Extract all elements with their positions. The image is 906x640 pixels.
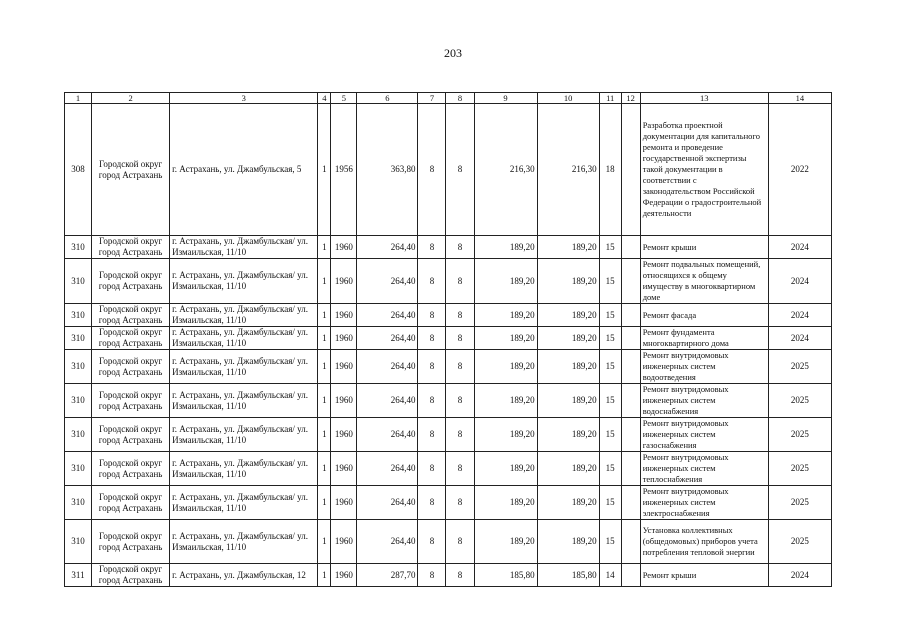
table-row — [65, 104, 832, 236]
column-4-cell: 1 — [318, 452, 331, 486]
column-12-cell — [621, 350, 640, 384]
column-header: 1 — [65, 93, 92, 104]
column-10-cell: 189,20 — [537, 304, 599, 327]
construction-year-cell: 1960 — [331, 418, 357, 452]
planned-year-cell: 2024 — [768, 327, 831, 350]
column-11-cell: 15 — [599, 350, 621, 384]
column-7-cell: 8 — [418, 486, 446, 520]
table-row — [65, 384, 832, 418]
column-4-cell: 1 — [318, 486, 331, 520]
column-11-cell: 15 — [599, 384, 621, 418]
column-header: 2 — [92, 93, 170, 104]
column-11-cell: 15 — [599, 236, 621, 259]
column-9-cell: 189,20 — [474, 452, 537, 486]
work-type-cell: Ремонт крыши — [640, 564, 768, 587]
address-cell: г. Астрахань, ул. Джамбульская/ ул. Измаильская, 11/10 — [170, 236, 318, 259]
planned-year-cell: 2022 — [768, 104, 831, 236]
column-9-cell: 189,20 — [474, 236, 537, 259]
construction-year-cell: 1956 — [331, 104, 357, 236]
column-4-cell: 1 — [318, 104, 331, 236]
planned-year-cell: 2024 — [768, 304, 831, 327]
column-10-cell: 185,80 — [537, 564, 599, 587]
work-type-cell: Ремонт крыши — [640, 236, 768, 259]
page-number: 203 — [444, 46, 462, 60]
table-row — [65, 304, 832, 327]
row-number-cell: 310 — [65, 520, 92, 564]
work-type-cell: Установка коллективных (общедомовых) приборов учета потребления тепловой энергии — [640, 520, 768, 564]
total-area-cell: 264,40 — [357, 384, 418, 418]
column-4-cell: 1 — [318, 304, 331, 327]
work-type-cell: Ремонт внутридомовых инженерных систем газоснабжения — [640, 418, 768, 452]
municipality-cell: Городской округ город Астрахань — [92, 236, 170, 259]
column-7-cell: 8 — [418, 350, 446, 384]
column-number-row — [65, 93, 832, 104]
municipality-cell: Городской округ город Астрахань — [92, 304, 170, 327]
column-8-cell: 8 — [446, 418, 474, 452]
planned-year-cell: 2025 — [768, 350, 831, 384]
column-9-cell: 189,20 — [474, 350, 537, 384]
column-12-cell — [621, 327, 640, 350]
total-area-cell: 264,40 — [357, 350, 418, 384]
table-row — [65, 486, 832, 520]
column-12-cell — [621, 520, 640, 564]
column-header: 6 — [357, 93, 418, 104]
column-header: 13 — [640, 93, 768, 104]
row-number-cell: 310 — [65, 486, 92, 520]
construction-year-cell: 1960 — [331, 327, 357, 350]
column-4-cell: 1 — [318, 418, 331, 452]
construction-year-cell: 1960 — [331, 384, 357, 418]
column-10-cell: 189,20 — [537, 452, 599, 486]
column-8-cell: 8 — [446, 304, 474, 327]
row-number-cell: 310 — [65, 236, 92, 259]
column-8-cell: 8 — [446, 486, 474, 520]
total-area-cell: 264,40 — [357, 452, 418, 486]
column-11-cell: 15 — [599, 327, 621, 350]
address-cell: г. Астрахань, ул. Джамбульская/ ул. Измаильская, 11/10 — [170, 327, 318, 350]
row-number-cell: 310 — [65, 452, 92, 486]
column-header: 5 — [331, 93, 357, 104]
column-header: 7 — [418, 93, 446, 104]
total-area-cell: 264,40 — [357, 486, 418, 520]
address-cell: г. Астрахань, ул. Джамбульская/ ул. Измаильская, 11/10 — [170, 418, 318, 452]
column-4-cell: 1 — [318, 259, 331, 304]
column-9-cell: 189,20 — [474, 520, 537, 564]
column-8-cell: 8 — [446, 452, 474, 486]
column-4-cell: 1 — [318, 327, 331, 350]
planned-year-cell: 2025 — [768, 520, 831, 564]
column-4-cell: 1 — [318, 384, 331, 418]
total-area-cell: 264,40 — [357, 259, 418, 304]
address-cell: г. Астрахань, ул. Джамбульская/ ул. Измаильская, 11/10 — [170, 304, 318, 327]
column-7-cell: 8 — [418, 520, 446, 564]
column-10-cell: 189,20 — [537, 486, 599, 520]
municipality-cell: Городской округ город Астрахань — [92, 520, 170, 564]
address-cell: г. Астрахань, ул. Джамбульская, 5 — [170, 104, 318, 236]
construction-year-cell: 1960 — [331, 350, 357, 384]
planned-year-cell: 2025 — [768, 384, 831, 418]
table-row — [65, 452, 832, 486]
construction-year-cell: 1960 — [331, 564, 357, 587]
column-8-cell: 8 — [446, 104, 474, 236]
column-12-cell — [621, 452, 640, 486]
municipality-cell: Городской округ город Астрахань — [92, 327, 170, 350]
column-7-cell: 8 — [418, 236, 446, 259]
work-type-cell: Ремонт внутридомовых инженерных систем электроснабжения — [640, 486, 768, 520]
total-area-cell: 264,40 — [357, 520, 418, 564]
planned-year-cell: 2025 — [768, 452, 831, 486]
column-7-cell: 8 — [418, 104, 446, 236]
work-type-cell: Ремонт внутридомовых инженерных систем водоснабжения — [640, 384, 768, 418]
column-9-cell: 189,20 — [474, 418, 537, 452]
column-header: 8 — [446, 93, 474, 104]
column-7-cell: 8 — [418, 452, 446, 486]
column-11-cell: 15 — [599, 452, 621, 486]
column-10-cell: 189,20 — [537, 259, 599, 304]
column-4-cell: 1 — [318, 350, 331, 384]
column-header: 9 — [474, 93, 537, 104]
table-row — [65, 350, 832, 384]
column-header: 12 — [621, 93, 640, 104]
municipality-cell: Городской округ город Астрахань — [92, 259, 170, 304]
column-9-cell: 189,20 — [474, 384, 537, 418]
column-9-cell: 216,30 — [474, 104, 537, 236]
address-cell: г. Астрахань, ул. Джамбульская, 12 — [170, 564, 318, 587]
table-row — [65, 236, 832, 259]
column-9-cell: 189,20 — [474, 259, 537, 304]
column-9-cell: 189,20 — [474, 304, 537, 327]
total-area-cell: 287,70 — [357, 564, 418, 587]
column-9-cell: 189,20 — [474, 486, 537, 520]
column-12-cell — [621, 486, 640, 520]
municipality-cell: Городской округ город Астрахань — [92, 564, 170, 587]
total-area-cell: 264,40 — [357, 418, 418, 452]
column-7-cell: 8 — [418, 418, 446, 452]
planned-year-cell: 2025 — [768, 418, 831, 452]
capital-repair-table — [64, 92, 832, 587]
row-number-cell: 310 — [65, 418, 92, 452]
work-type-cell: Ремонт внутридомовых инженерных систем теплоснабжения — [640, 452, 768, 486]
column-12-cell — [621, 104, 640, 236]
column-header: 10 — [537, 93, 599, 104]
column-11-cell: 15 — [599, 486, 621, 520]
column-12-cell — [621, 418, 640, 452]
column-9-cell: 185,80 — [474, 564, 537, 587]
construction-year-cell: 1960 — [331, 520, 357, 564]
work-type-cell: Ремонт внутридомовых инженерных систем водоотведения — [640, 350, 768, 384]
column-10-cell: 189,20 — [537, 327, 599, 350]
column-11-cell: 15 — [599, 304, 621, 327]
municipality-cell: Городской округ город Астрахань — [92, 452, 170, 486]
address-cell: г. Астрахань, ул. Джамбульская/ ул. Измаильская, 11/10 — [170, 350, 318, 384]
column-10-cell: 189,20 — [537, 418, 599, 452]
planned-year-cell: 2024 — [768, 236, 831, 259]
row-number-cell: 311 — [65, 564, 92, 587]
planned-year-cell: 2024 — [768, 564, 831, 587]
table-row — [65, 564, 832, 587]
municipality-cell: Городской округ город Астрахань — [92, 486, 170, 520]
column-12-cell — [621, 304, 640, 327]
address-cell: г. Астрахань, ул. Джамбульская/ ул. Измаильская, 11/10 — [170, 486, 318, 520]
address-cell: г. Астрахань, ул. Джамбульская/ ул. Измаильская, 11/10 — [170, 259, 318, 304]
column-10-cell: 189,20 — [537, 350, 599, 384]
row-number-cell: 310 — [65, 259, 92, 304]
planned-year-cell: 2024 — [768, 259, 831, 304]
column-8-cell: 8 — [446, 236, 474, 259]
column-11-cell: 15 — [599, 418, 621, 452]
construction-year-cell: 1960 — [331, 486, 357, 520]
table-row — [65, 520, 832, 564]
column-11-cell: 14 — [599, 564, 621, 587]
column-8-cell: 8 — [446, 350, 474, 384]
column-10-cell: 189,20 — [537, 236, 599, 259]
column-header: 14 — [768, 93, 831, 104]
column-8-cell: 8 — [446, 327, 474, 350]
table-row — [65, 418, 832, 452]
work-type-cell: Разработка проектной документации для капитального ремонта и проведение государственной экспертизы такой документации в соответствии с законодательством Российской Федерации о градостроительной деятельности — [640, 104, 768, 236]
column-header: 3 — [170, 93, 318, 104]
construction-year-cell: 1960 — [331, 259, 357, 304]
column-4-cell: 1 — [318, 236, 331, 259]
column-11-cell: 18 — [599, 104, 621, 236]
construction-year-cell: 1960 — [331, 304, 357, 327]
column-4-cell: 1 — [318, 520, 331, 564]
municipality-cell: Городской округ город Астрахань — [92, 104, 170, 236]
table-row — [65, 327, 832, 350]
work-type-cell: Ремонт подвальных помещений, относящихся к общему имуществу в многоквартирном доме — [640, 259, 768, 304]
column-12-cell — [621, 564, 640, 587]
municipality-cell: Городской округ город Астрахань — [92, 418, 170, 452]
column-4-cell: 1 — [318, 564, 331, 587]
column-header: 4 — [318, 93, 331, 104]
row-number-cell: 310 — [65, 327, 92, 350]
construction-year-cell: 1960 — [331, 452, 357, 486]
column-10-cell: 189,20 — [537, 384, 599, 418]
row-number-cell: 310 — [65, 304, 92, 327]
column-8-cell: 8 — [446, 259, 474, 304]
column-8-cell: 8 — [446, 384, 474, 418]
column-7-cell: 8 — [418, 304, 446, 327]
column-7-cell: 8 — [418, 384, 446, 418]
row-number-cell: 308 — [65, 104, 92, 236]
address-cell: г. Астрахань, ул. Джамбульская/ ул. Измаильская, 11/10 — [170, 520, 318, 564]
construction-year-cell: 1960 — [331, 236, 357, 259]
column-9-cell: 189,20 — [474, 327, 537, 350]
column-12-cell — [621, 259, 640, 304]
column-8-cell: 8 — [446, 564, 474, 587]
total-area-cell: 264,40 — [357, 304, 418, 327]
municipality-cell: Городской округ город Астрахань — [92, 350, 170, 384]
column-7-cell: 8 — [418, 564, 446, 587]
column-11-cell: 15 — [599, 259, 621, 304]
row-number-cell: 310 — [65, 350, 92, 384]
work-type-cell: Ремонт фасада — [640, 304, 768, 327]
row-number-cell: 310 — [65, 384, 92, 418]
address-cell: г. Астрахань, ул. Джамбульская/ ул. Измаильская, 11/10 — [170, 452, 318, 486]
municipality-cell: Городской округ город Астрахань — [92, 384, 170, 418]
column-header: 11 — [599, 93, 621, 104]
work-type-cell: Ремонт фундамента многоквартирного дома — [640, 327, 768, 350]
column-11-cell: 15 — [599, 520, 621, 564]
address-cell: г. Астрахань, ул. Джамбульская/ ул. Измаильская, 11/10 — [170, 384, 318, 418]
column-10-cell: 216,30 — [537, 104, 599, 236]
column-8-cell: 8 — [446, 520, 474, 564]
total-area-cell: 264,40 — [357, 327, 418, 350]
column-12-cell — [621, 384, 640, 418]
column-10-cell: 189,20 — [537, 520, 599, 564]
table-row — [65, 259, 832, 304]
column-7-cell: 8 — [418, 259, 446, 304]
total-area-cell: 264,40 — [357, 236, 418, 259]
planned-year-cell: 2025 — [768, 486, 831, 520]
column-7-cell: 8 — [418, 327, 446, 350]
column-12-cell — [621, 236, 640, 259]
total-area-cell: 363,80 — [357, 104, 418, 236]
